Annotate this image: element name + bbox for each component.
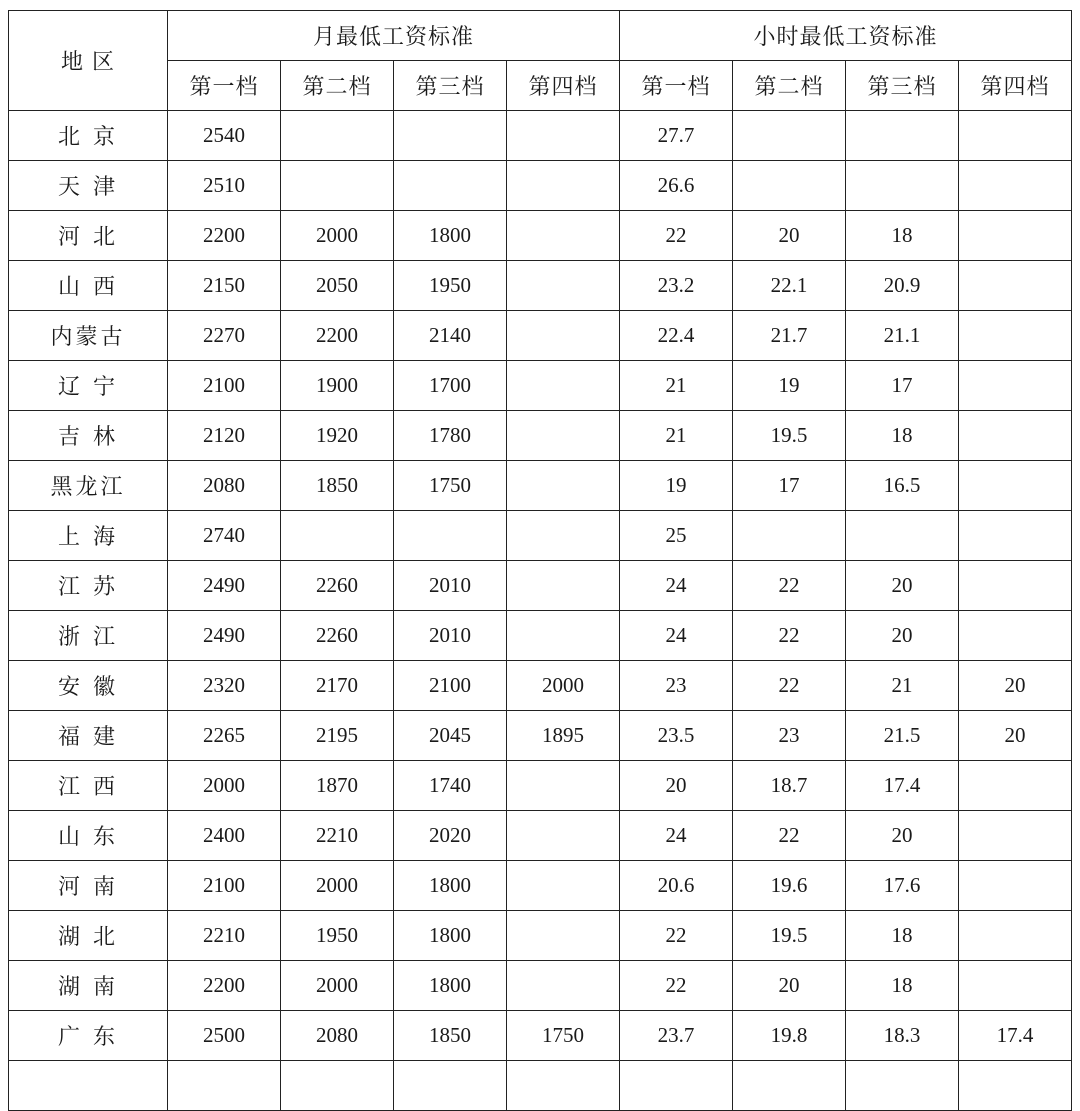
monthly-wage-cell [507,261,620,311]
monthly-wage-cell [507,211,620,261]
monthly-wage-cell [281,111,394,161]
hourly-wage-cell: 19.8 [733,1011,846,1061]
monthly-wage-cell: 1800 [394,861,507,911]
hourly-tier-header: 第四档 [959,61,1072,111]
monthly-wage-cell [507,761,620,811]
monthly-wage-cell: 2000 [168,761,281,811]
table-row [9,561,1072,611]
hourly-wage-cell: 22.4 [620,311,733,361]
monthly-wage-cell: 2400 [168,811,281,861]
hourly-wage-cell: 18 [846,911,959,961]
monthly-wage-cell: 1895 [507,711,620,761]
monthly-wage-cell: 1850 [281,461,394,511]
region-cell: 山 东 [9,811,168,861]
hourly-wage-cell: 20 [733,961,846,1011]
monthly-wage-cell: 1950 [394,261,507,311]
region-cell: 江 苏 [9,561,168,611]
monthly-wage-cell [507,561,620,611]
hourly-wage-cell: 20 [733,211,846,261]
hourly-wage-cell: 23.2 [620,261,733,311]
hourly-wage-cell: 20.6 [620,861,733,911]
region-cell [9,1061,168,1111]
hourly-wage-cell: 19 [733,361,846,411]
hourly-wage-cell: 18.7 [733,761,846,811]
table-row [9,261,1072,311]
monthly-wage-cell [394,1061,507,1111]
hourly-wage-cell [959,611,1072,661]
region-cell: 上 海 [9,511,168,561]
monthly-tier-header: 第三档 [394,61,507,111]
monthly-wage-cell [394,161,507,211]
hourly-wage-cell [959,861,1072,911]
hourly-wage-cell [733,161,846,211]
region-cell: 湖 北 [9,911,168,961]
monthly-wage-cell: 2000 [281,961,394,1011]
monthly-wage-cell: 2010 [394,561,507,611]
hourly-wage-cell: 22 [733,611,846,661]
monthly-wage-cell: 1700 [394,361,507,411]
table-row [9,161,1072,211]
hourly-wage-cell [959,561,1072,611]
monthly-wage-cell [507,411,620,461]
hourly-wage-cell: 22 [620,211,733,261]
monthly-wage-cell [507,461,620,511]
hourly-wage-cell [733,111,846,161]
hourly-wage-cell: 19.5 [733,911,846,961]
monthly-wage-cell: 1850 [394,1011,507,1061]
hourly-wage-cell [620,1061,733,1111]
hourly-wage-cell [733,511,846,561]
region-cell: 吉 林 [9,411,168,461]
hourly-wage-cell [846,161,959,211]
monthly-wage-cell [394,111,507,161]
monthly-wage-cell: 2490 [168,611,281,661]
monthly-tier-header: 第一档 [168,61,281,111]
monthly-wage-cell [507,511,620,561]
hourly-wage-cell [733,1061,846,1111]
region-cell: 山 西 [9,261,168,311]
monthly-wage-cell [507,911,620,961]
hourly-wage-cell: 24 [620,611,733,661]
monthly-wage-cell: 2100 [394,661,507,711]
region-cell: 浙 江 [9,611,168,661]
monthly-wage-cell: 2210 [168,911,281,961]
monthly-wage-cell: 2260 [281,611,394,661]
hourly-wage-cell [959,311,1072,361]
monthly-wage-cell: 2540 [168,111,281,161]
table-row [9,711,1072,761]
table-row [9,611,1072,661]
monthly-wage-cell: 1740 [394,761,507,811]
table-row [9,361,1072,411]
hourly-wage-cell: 19.5 [733,411,846,461]
hourly-wage-cell: 17.4 [846,761,959,811]
hourly-wage-cell: 22 [620,911,733,961]
hourly-wage-cell: 23 [620,661,733,711]
hourly-wage-cell: 16.5 [846,461,959,511]
hourly-wage-cell: 20.9 [846,261,959,311]
monthly-wage-cell: 1950 [281,911,394,961]
region-cell: 黑龙江 [9,461,168,511]
hourly-wage-cell: 19.6 [733,861,846,911]
hourly-tier-header: 第一档 [620,61,733,111]
region-header: 地 区 [9,11,168,111]
monthly-wage-cell [507,611,620,661]
hourly-wage-cell [959,361,1072,411]
hourly-wage-cell [959,461,1072,511]
monthly-wage-cell [281,511,394,561]
monthly-wage-cell: 2740 [168,511,281,561]
monthly-wage-cell: 1800 [394,211,507,261]
hourly-wage-cell: 23.5 [620,711,733,761]
monthly-wage-cell: 2080 [168,461,281,511]
monthly-wage-cell: 2045 [394,711,507,761]
hourly-wage-cell: 20 [846,611,959,661]
monthly-wage-cell: 2320 [168,661,281,711]
region-cell: 河 南 [9,861,168,911]
hourly-wage-cell: 19 [620,461,733,511]
hourly-wage-cell: 21.5 [846,711,959,761]
region-cell: 河 北 [9,211,168,261]
monthly-wage-cell: 2000 [281,211,394,261]
hourly-wage-cell [959,411,1072,461]
table-row [9,211,1072,261]
monthly-wage-cell [507,111,620,161]
monthly-wage-cell: 2000 [507,661,620,711]
table-row [9,461,1072,511]
monthly-wage-cell: 2200 [281,311,394,361]
header-row-tiers [9,61,1072,111]
monthly-wage-cell: 2265 [168,711,281,761]
monthly-wage-cell: 2020 [394,811,507,861]
hourly-wage-cell: 21 [620,411,733,461]
hourly-wage-cell: 20 [846,811,959,861]
hourly-wage-cell: 20 [959,661,1072,711]
hourly-wage-cell: 24 [620,561,733,611]
monthly-wage-cell: 1800 [394,961,507,1011]
monthly-wage-cell: 2270 [168,311,281,361]
monthly-wage-cell: 2500 [168,1011,281,1061]
hourly-wage-cell: 23 [733,711,846,761]
hourly-wage-cell [959,261,1072,311]
hourly-wage-cell: 21 [620,361,733,411]
monthly-wage-cell: 2510 [168,161,281,211]
monthly-wage-cell: 2140 [394,311,507,361]
monthly-wage-cell: 2010 [394,611,507,661]
monthly-wage-cell [507,861,620,911]
table-row [9,761,1072,811]
hourly-wage-cell: 20 [959,711,1072,761]
hourly-wage-cell: 18.3 [846,1011,959,1061]
hourly-wage-cell: 22 [733,561,846,611]
monthly-wage-cell: 2490 [168,561,281,611]
table-row [9,911,1072,961]
monthly-wage-cell [507,811,620,861]
hourly-wage-cell: 17.4 [959,1011,1072,1061]
hourly-wage-cell: 18 [846,961,959,1011]
hourly-wage-cell: 21 [846,661,959,711]
hourly-wage-cell: 21.7 [733,311,846,361]
monthly-wage-cell: 2100 [168,861,281,911]
monthly-wage-cell: 1750 [507,1011,620,1061]
hourly-wage-cell: 18 [846,211,959,261]
hourly-wage-cell: 24 [620,811,733,861]
hourly-wage-cell: 17 [733,461,846,511]
hourly-tier-header: 第三档 [846,61,959,111]
monthly-wage-cell [281,1061,394,1111]
hourly-wage-cell [959,211,1072,261]
hourly-wage-cell [959,761,1072,811]
hourly-wage-cell: 17 [846,361,959,411]
table-row [9,311,1072,361]
monthly-tier-header: 第四档 [507,61,620,111]
monthly-wage-cell: 2080 [281,1011,394,1061]
monthly-wage-cell [507,961,620,1011]
region-cell: 北 京 [9,111,168,161]
table-body [9,111,1072,1111]
hourly-wage-cell [959,111,1072,161]
table-row [9,511,1072,561]
monthly-wage-cell: 1750 [394,461,507,511]
monthly-wage-cell: 2120 [168,411,281,461]
hourly-wage-cell [959,161,1072,211]
hourly-wage-cell: 22 [733,811,846,861]
hourly-tier-header: 第二档 [733,61,846,111]
region-cell: 安 徽 [9,661,168,711]
monthly-wage-cell: 2150 [168,261,281,311]
hourly-wage-cell: 22.1 [733,261,846,311]
hourly-wage-cell [846,111,959,161]
hourly-wage-cell: 18 [846,411,959,461]
hourly-wage-cell [846,1061,959,1111]
monthly-wage-cell [507,1061,620,1111]
monthly-wage-cell: 2200 [168,961,281,1011]
hourly-wage-cell: 22 [620,961,733,1011]
monthly-wage-cell: 2195 [281,711,394,761]
hourly-wage-cell: 21.1 [846,311,959,361]
hourly-wage-cell: 20 [846,561,959,611]
table-row [9,1061,1072,1111]
hourly-wage-cell [959,1061,1072,1111]
table-row [9,411,1072,461]
monthly-tier-header: 第二档 [281,61,394,111]
monthly-wage-cell: 1920 [281,411,394,461]
monthly-wage-cell: 2100 [168,361,281,411]
hourly-wage-cell [959,961,1072,1011]
monthly-wage-cell [507,161,620,211]
monthly-wage-cell: 2260 [281,561,394,611]
table-row [9,1011,1072,1061]
table-row [9,961,1072,1011]
hourly-wage-cell: 27.7 [620,111,733,161]
region-cell: 内蒙古 [9,311,168,361]
minimum-wage-table [8,10,1072,1111]
hourly-wage-cell [959,911,1072,961]
monthly-wage-cell [394,511,507,561]
hourly-wage-cell: 23.7 [620,1011,733,1061]
hourly-wage-cell: 26.6 [620,161,733,211]
monthly-wage-cell [507,311,620,361]
region-cell: 福 建 [9,711,168,761]
monthly-wage-cell: 2000 [281,861,394,911]
hourly-standard-header: 小时最低工资标准 [620,11,1072,61]
region-cell: 湖 南 [9,961,168,1011]
monthly-wage-cell: 1900 [281,361,394,411]
monthly-wage-cell [281,161,394,211]
monthly-wage-cell [507,361,620,411]
region-cell: 广 东 [9,1011,168,1061]
hourly-wage-cell: 17.6 [846,861,959,911]
monthly-wage-cell: 1870 [281,761,394,811]
monthly-wage-cell: 2050 [281,261,394,311]
hourly-wage-cell [846,511,959,561]
hourly-wage-cell [959,811,1072,861]
hourly-wage-cell: 22 [733,661,846,711]
monthly-wage-cell: 1780 [394,411,507,461]
hourly-wage-cell [959,511,1072,561]
table-row [9,811,1072,861]
table-row [9,111,1072,161]
monthly-wage-cell [168,1061,281,1111]
region-cell: 江 西 [9,761,168,811]
monthly-wage-cell: 2170 [281,661,394,711]
table-row [9,661,1072,711]
monthly-wage-cell: 2210 [281,811,394,861]
monthly-standard-header: 月最低工资标准 [168,11,620,61]
monthly-wage-cell: 2200 [168,211,281,261]
monthly-wage-cell: 1800 [394,911,507,961]
region-cell: 辽 宁 [9,361,168,411]
table-row [9,861,1072,911]
region-cell: 天 津 [9,161,168,211]
header-row-groups [9,11,1072,61]
hourly-wage-cell: 20 [620,761,733,811]
hourly-wage-cell: 25 [620,511,733,561]
